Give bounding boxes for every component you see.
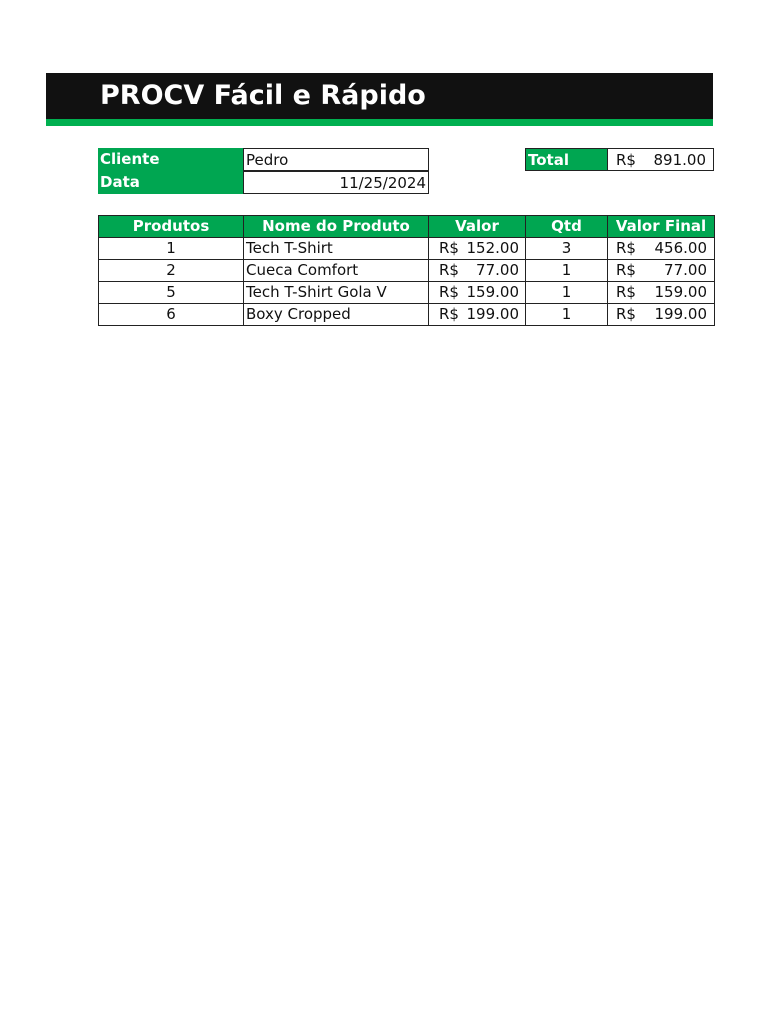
final-amount: 77.00 — [664, 261, 707, 279]
header-valor-final: Valor Final — [608, 216, 715, 238]
valor-cell[interactable] — [429, 260, 526, 282]
table-row — [99, 304, 715, 326]
table-row — [99, 260, 715, 282]
final-amount: 456.00 — [654, 239, 707, 257]
header-nome-do-produto: Nome do Produto — [244, 216, 429, 238]
title-accent-stripe — [46, 119, 713, 126]
valor-amount: 159.00 — [466, 283, 519, 301]
header-qtd: Qtd — [526, 216, 608, 238]
valor-cell[interactable] — [429, 238, 526, 260]
cliente-value-cell[interactable]: Pedro — [243, 148, 429, 171]
produto-cell[interactable]: 1 — [99, 238, 244, 260]
total-amount: 891.00 — [653, 151, 706, 169]
data-label: Data — [98, 171, 243, 194]
products-table — [98, 215, 715, 326]
total-label: Total — [525, 148, 608, 171]
valor-final-cell[interactable] — [608, 260, 715, 282]
valor-currency: R$ — [439, 261, 459, 279]
valor-amount: 152.00 — [466, 239, 519, 257]
valor-currency: R$ — [439, 283, 459, 301]
qtd-cell[interactable]: 1 — [526, 282, 608, 304]
total-currency: R$ — [616, 151, 636, 169]
final-currency: R$ — [616, 305, 636, 323]
final-currency: R$ — [616, 239, 636, 257]
final-currency: R$ — [616, 261, 636, 279]
valor-final-cell[interactable] — [608, 282, 715, 304]
produto-cell[interactable]: 5 — [99, 282, 244, 304]
produto-cell[interactable]: 6 — [99, 304, 244, 326]
qtd-cell[interactable]: 3 — [526, 238, 608, 260]
valor-final-cell[interactable] — [608, 238, 715, 260]
header-produtos: Produtos — [99, 216, 244, 238]
valor-currency: R$ — [439, 305, 459, 323]
cliente-label: Cliente — [98, 148, 243, 171]
valor-cell[interactable] — [429, 282, 526, 304]
page-title: PROCV Fácil e Rápido — [100, 80, 426, 111]
final-amount: 199.00 — [654, 305, 707, 323]
nome-cell[interactable]: Tech T-Shirt — [244, 238, 429, 260]
title-banner — [46, 73, 713, 119]
nome-cell[interactable]: Tech T-Shirt Gola V — [244, 282, 429, 304]
qtd-cell[interactable]: 1 — [526, 260, 608, 282]
table-row — [99, 282, 715, 304]
valor-cell[interactable] — [429, 304, 526, 326]
table-row — [99, 238, 715, 260]
produto-cell[interactable]: 2 — [99, 260, 244, 282]
qtd-cell[interactable]: 1 — [526, 304, 608, 326]
valor-final-cell[interactable] — [608, 304, 715, 326]
table-header-row — [99, 216, 715, 238]
valor-currency: R$ — [439, 239, 459, 257]
nome-cell[interactable]: Cueca Comfort — [244, 260, 429, 282]
data-value-cell[interactable]: 11/25/2024 — [243, 171, 429, 194]
valor-amount: 77.00 — [476, 261, 519, 279]
total-value-cell[interactable] — [607, 148, 714, 171]
nome-cell[interactable]: Boxy Cropped — [244, 304, 429, 326]
header-valor: Valor — [429, 216, 526, 238]
final-amount: 159.00 — [654, 283, 707, 301]
final-currency: R$ — [616, 283, 636, 301]
valor-amount: 199.00 — [466, 305, 519, 323]
